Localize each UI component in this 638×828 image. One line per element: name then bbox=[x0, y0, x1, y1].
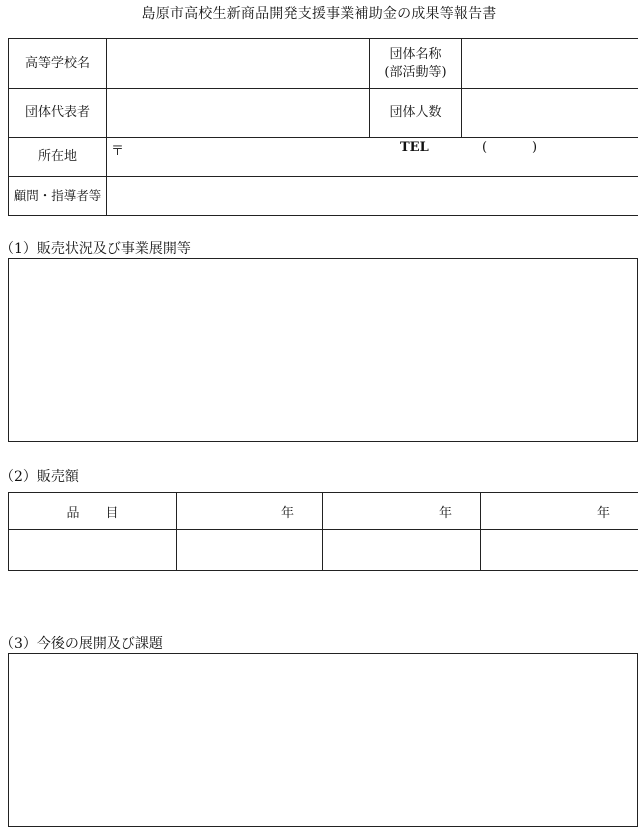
tel-close-paren: ) bbox=[532, 140, 538, 155]
section1-heading: （1）販売状況及び事業展開等 bbox=[0, 241, 191, 257]
address-field[interactable] bbox=[107, 138, 638, 177]
representative-label: 団体代表者 bbox=[9, 89, 107, 138]
group-name-field[interactable] bbox=[462, 39, 638, 89]
year-2-amount-field[interactable] bbox=[323, 530, 481, 571]
year-header-1: 年 bbox=[177, 493, 323, 530]
group-name-label bbox=[370, 39, 462, 89]
member-count-label: 団体人数 bbox=[370, 89, 462, 138]
school-name-field[interactable] bbox=[107, 39, 370, 89]
representative-field[interactable] bbox=[107, 89, 370, 138]
member-count-field[interactable] bbox=[462, 89, 638, 138]
section2-heading: （2）販売額 bbox=[0, 469, 79, 485]
year-header-3: 年 bbox=[481, 493, 638, 530]
group-name-label-sub: (部活動等) bbox=[384, 64, 447, 80]
item-header: 品 目 bbox=[9, 493, 177, 530]
group-name-label-main: 団体名称 bbox=[389, 46, 442, 62]
advisor-field[interactable] bbox=[107, 177, 638, 216]
address-label: 所在地 bbox=[9, 138, 107, 177]
postal-mark: 〒 bbox=[111, 144, 125, 159]
sales-status-field[interactable] bbox=[8, 258, 638, 442]
year-header-2: 年 bbox=[323, 493, 481, 530]
year-1-amount-field[interactable] bbox=[177, 530, 323, 571]
school-name-label: 高等学校名 bbox=[9, 39, 107, 89]
section3-heading: （3）今後の展開及び課題 bbox=[0, 636, 163, 652]
sales-amount-table bbox=[8, 492, 638, 571]
tel-open-paren: ( bbox=[482, 140, 488, 155]
page-title: 島原市高校生新商品開発支援事業補助金の成果等報告書 bbox=[141, 6, 497, 22]
applicant-info-table bbox=[8, 38, 638, 216]
future-plans-field[interactable] bbox=[8, 653, 638, 827]
tel-label: TEL bbox=[400, 140, 429, 155]
item-field[interactable] bbox=[9, 530, 177, 571]
year-3-amount-field[interactable] bbox=[481, 530, 638, 571]
advisor-label: 顧問・指導者等 bbox=[9, 177, 107, 216]
